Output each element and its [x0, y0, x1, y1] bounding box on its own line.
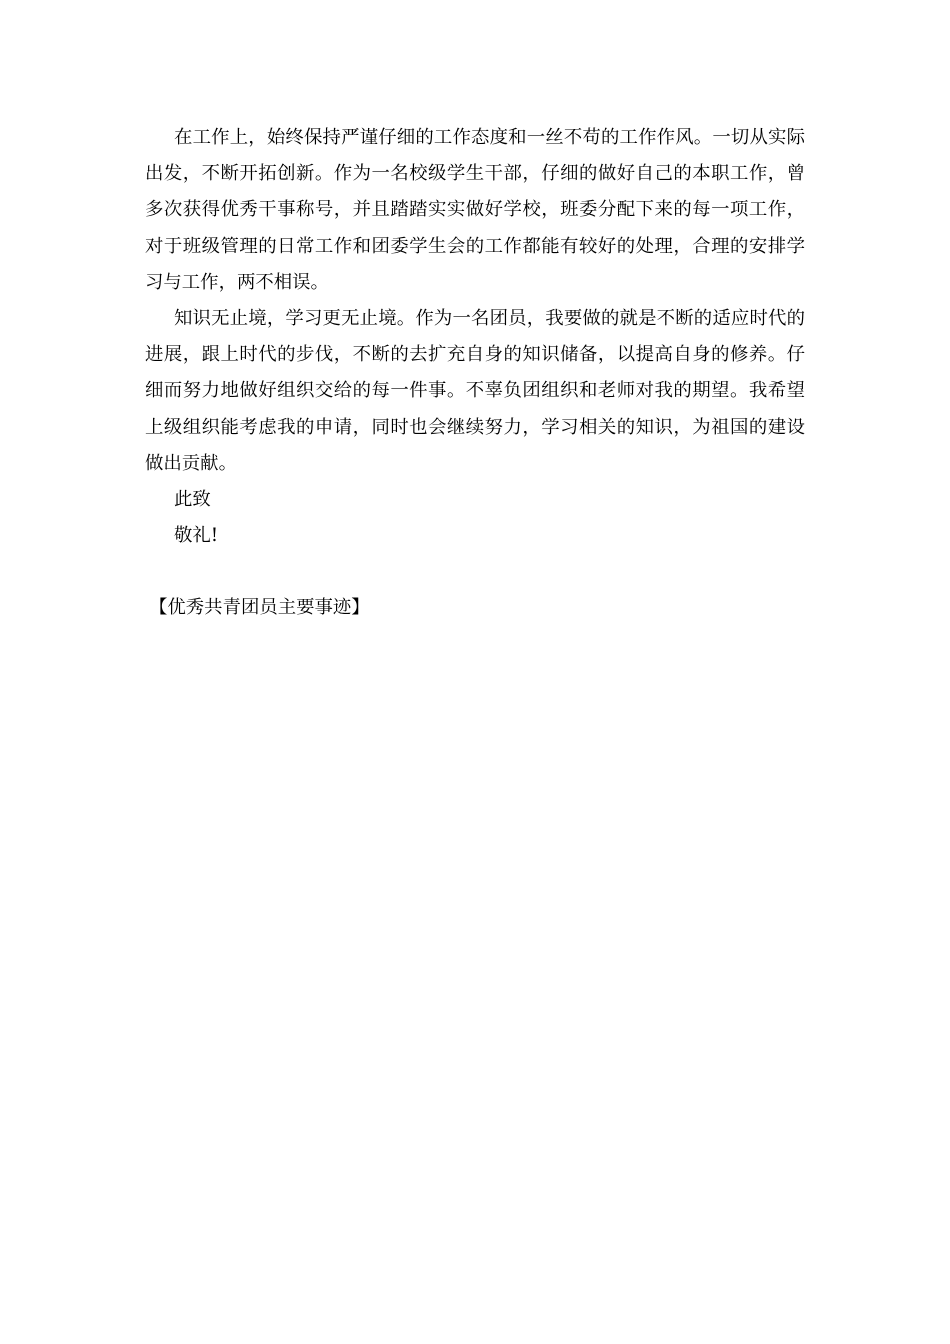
closing-salutation: 此致: [174, 489, 211, 511]
closing-regards: 敬礼!: [174, 525, 219, 547]
section-heading: 【优秀共青团员主要事迹】: [149, 597, 370, 618]
paragraph-work-attitude: 在工作上，始终保持严谨仔细的工作态度和一丝不苟的工作作风。一切从实际出发，不断开拓创新。作为一名校级学生干部，仔细的做好自己的本职工作，曾多次获得优秀干事称号，并且踏踏实实做好学校，班委分配下来的每一项工作，对于班级管理的日常工作和团委学生会的工作都能有较好的处理，合理的安排学习与工作，两不相误。: [145, 127, 805, 293]
letter-body: [145, 120, 805, 554]
paragraph-learning: 知识无止境，学习更无止境。作为一名团员，我要做的就是不断的适应时代的进展，跟上时代的步伐，不断的去扩充自身的知识储备，以提高自身的修养。仔细而努力地做好组织交给的每一件事。不辜负团组织和老师对我的期望。我希望上级组织能考虑我的申请，同时也会继续努力，学习相关的知识，为祖国的建设做出贡献。: [145, 308, 805, 474]
